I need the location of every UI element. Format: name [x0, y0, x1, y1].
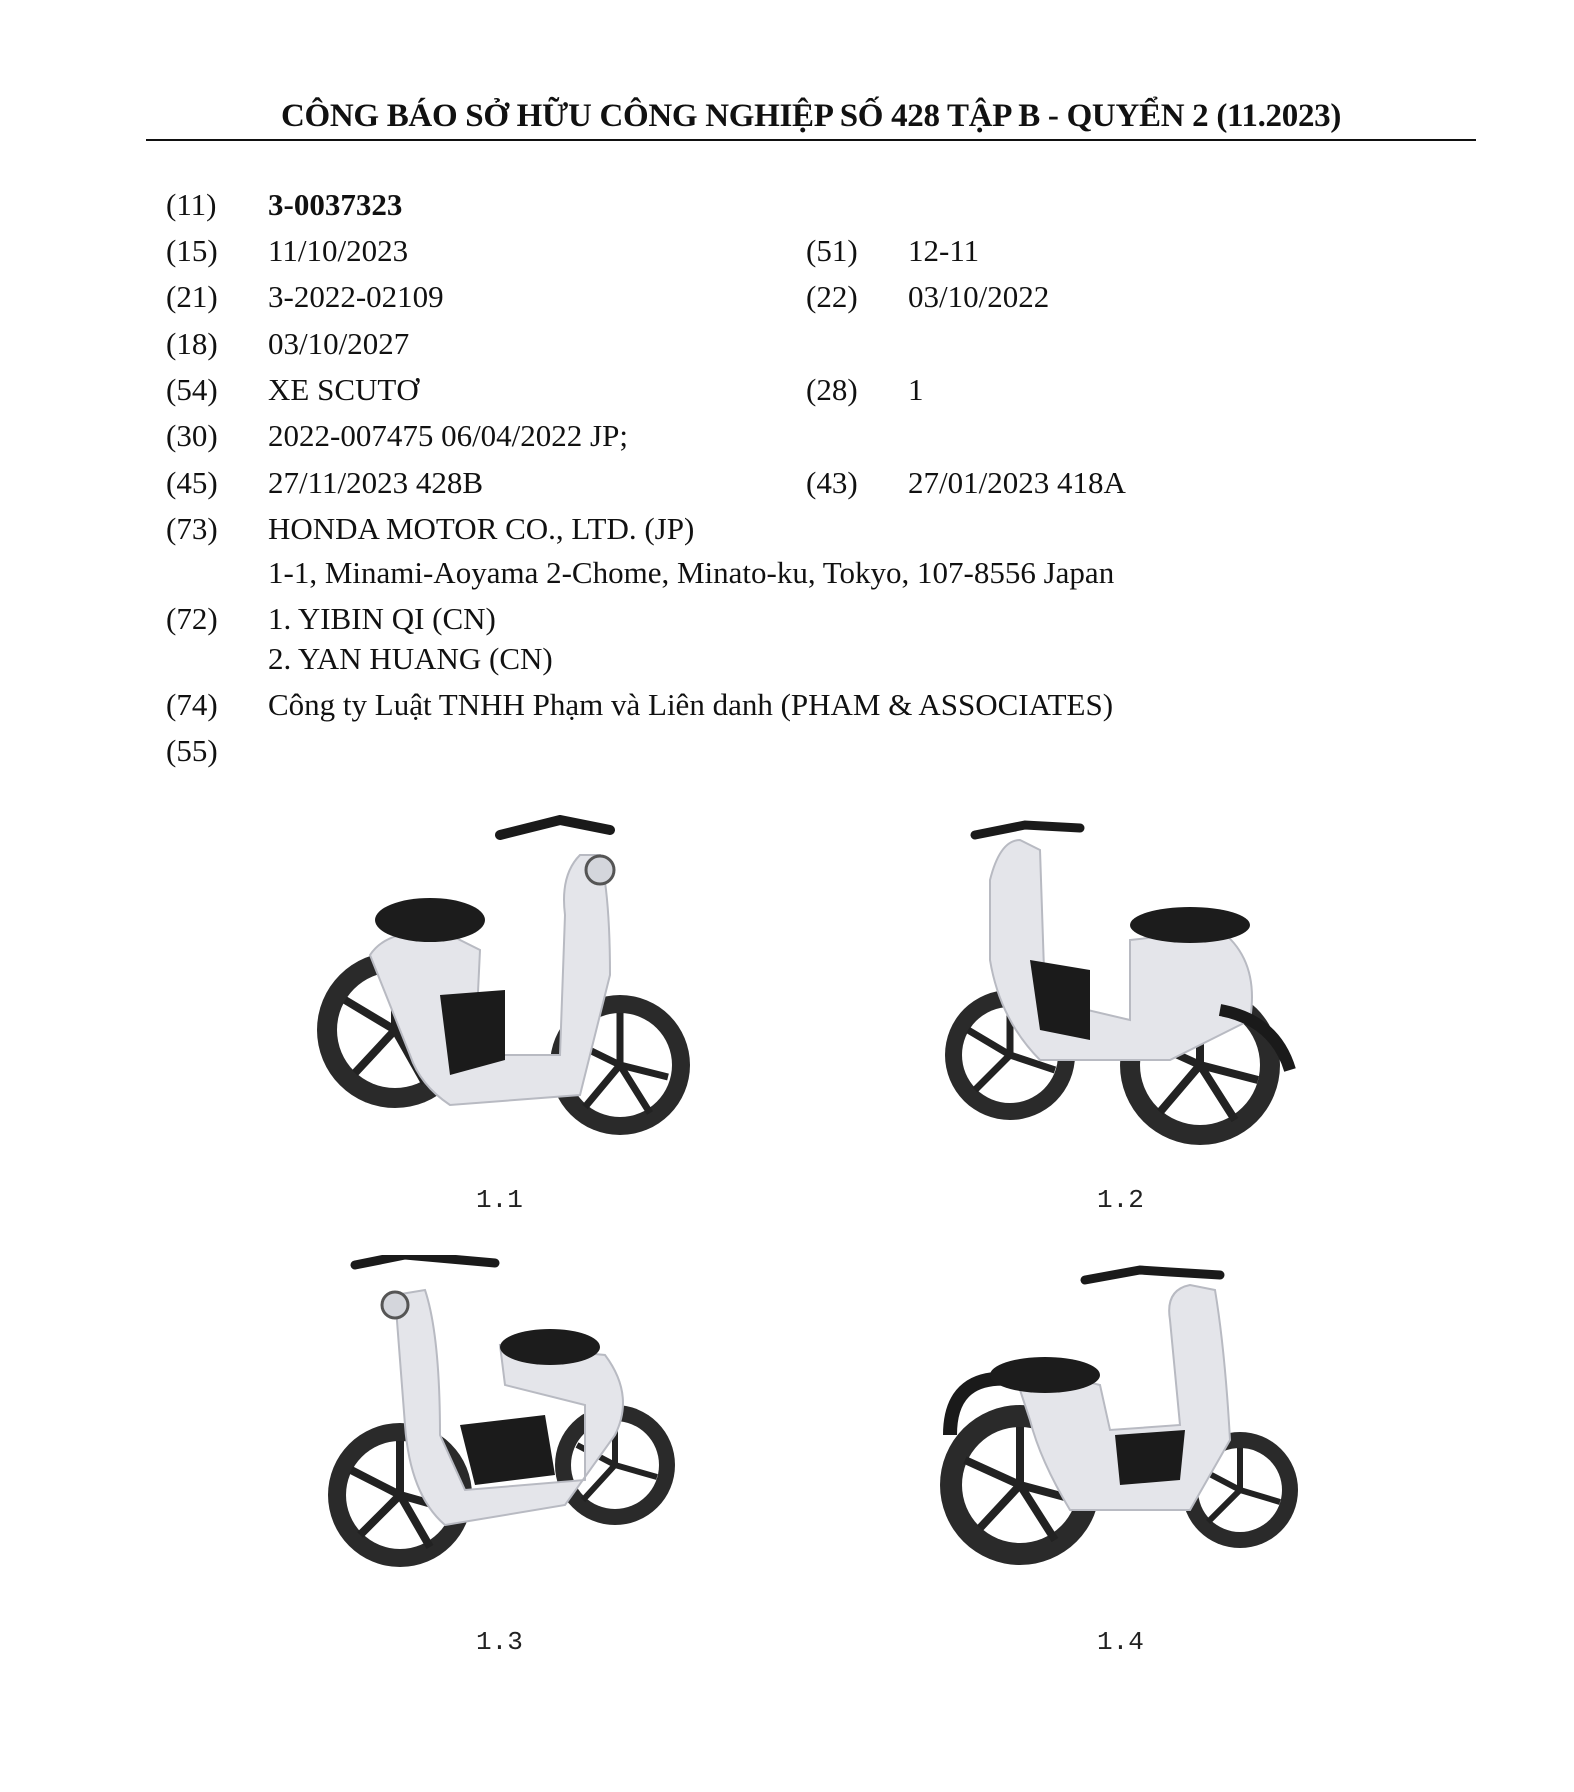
field-code: (72) [166, 601, 218, 636]
field-code: (11) [166, 187, 217, 222]
locarno-class: 12-11 [908, 233, 980, 268]
header-rule [146, 139, 1476, 141]
field-code: (21) [166, 279, 218, 314]
field-code: (15) [166, 233, 218, 268]
publication-45: 27/11/2023 428B [268, 465, 484, 500]
publication-43: 27/01/2023 418A [908, 465, 1126, 500]
field-code: (73) [166, 511, 218, 546]
scooter-figure-1-4 [930, 1260, 1310, 1600]
scooter-figure-1-2 [930, 820, 1310, 1160]
application-number: 3-2022-02109 [268, 279, 444, 314]
field-code: (74) [166, 687, 218, 722]
field-code: (55) [166, 733, 218, 768]
field-code: (30) [166, 418, 218, 453]
field-code: (43) [806, 465, 858, 500]
scooter-figure-1-1 [300, 815, 690, 1155]
filing-date: 03/10/2022 [908, 279, 1050, 314]
design-title: XE SCUTƠ [268, 372, 419, 407]
owner-address: 1-1, Minami-Aoyama 2-Chome, Minato-ku, Tokyo, 107-8556 Japan [268, 555, 1115, 590]
field-code: (54) [166, 372, 218, 407]
field-code: (22) [806, 279, 858, 314]
inventor-1: 1. YIBIN QI (CN) [268, 601, 496, 636]
grant-date: 11/10/2023 [268, 233, 409, 268]
inventor-2: 2. YAN HUANG (CN) [268, 641, 553, 676]
figure-label-1-1: 1.1 [476, 1185, 523, 1215]
design-count: 1 [908, 372, 924, 407]
priority-data: 2022-007475 06/04/2022 JP; [268, 418, 628, 453]
figure-label-1-3: 1.3 [476, 1627, 523, 1657]
figure-label-1-2: 1.2 [1097, 1185, 1144, 1215]
expiry-date: 03/10/2027 [268, 326, 410, 361]
field-code: (18) [166, 326, 218, 361]
registration-number: 3-0037323 [268, 187, 403, 222]
figure-label-1-4: 1.4 [1097, 1627, 1144, 1657]
scooter-figure-1-3 [315, 1255, 685, 1595]
field-code: (28) [806, 372, 858, 407]
owner-name: HONDA MOTOR CO., LTD. (JP) [268, 511, 695, 546]
field-code: (51) [806, 233, 858, 268]
field-code: (45) [166, 465, 218, 500]
gazette-header-title: CÔNG BÁO SỞ HỮU CÔNG NGHIỆP SỐ 428 TẬP B - QUYỂN 2 (11.2023) [280, 98, 1342, 134]
agent-name: Công ty Luật TNHH Phạm và Liên danh (PHAM & ASSOCIATES) [268, 687, 1114, 722]
